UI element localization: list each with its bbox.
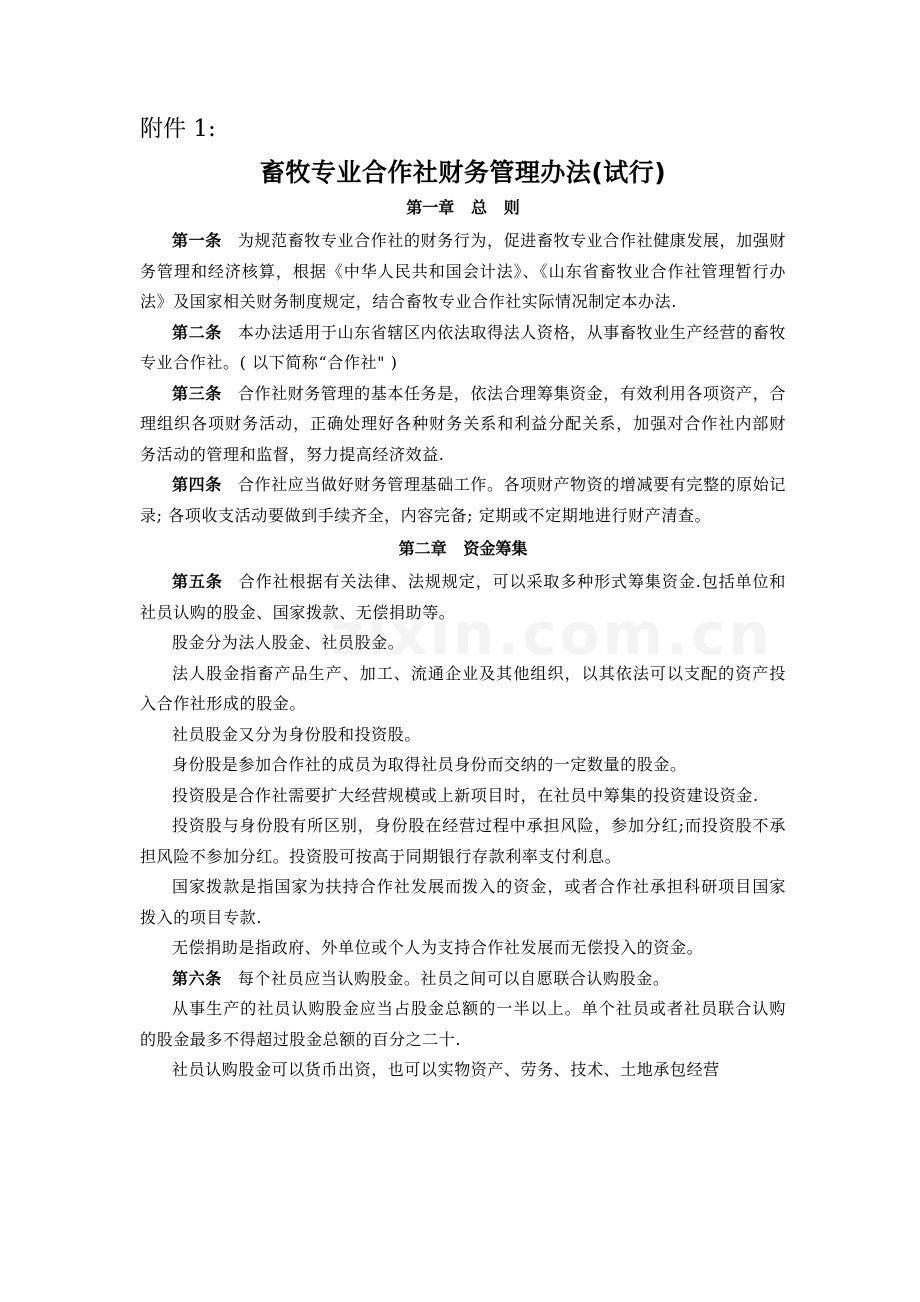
article-4 bbox=[140, 470, 786, 531]
paragraph: 无偿捐助是指政府、外单位或个人为支持合作社发展而无偿投入的资金。 bbox=[172, 938, 704, 957]
document-page bbox=[140, 112, 786, 1086]
article-1 bbox=[140, 226, 786, 318]
article-5 bbox=[140, 567, 786, 628]
document-title: 畜牧专业合作社财务管理办法(试行) bbox=[259, 158, 667, 187]
article-text: 为规范畜牧专业合作社的财务行为，促进畜牧专业合作社健康发展，加强财务管理和经济核算，根据《中华人民共和国会计法》、《山东省畜牧业合作社管理暂行办法》及国家相关财务制度规定，结合畜牧专业合作社实际情况制定本办法. bbox=[140, 231, 786, 311]
chapter-2-heading: 第二章 资金筹集 bbox=[398, 539, 528, 558]
paragraph: 身份股是参加合作社的成员为取得社员身份而交纳的一定数量的股金。 bbox=[172, 755, 687, 774]
attachment-label: 附件 1: bbox=[140, 116, 216, 142]
paragraph: 投资股与身份股有所区别，身份股在经营过程中承担风险，参加分红;而投资股不承担风险不参加分红。投资股可按高于同期银行存款利率支付利息。 bbox=[140, 816, 786, 866]
chapter-1-heading: 第一章 总 则 bbox=[406, 198, 520, 217]
paragraph: 从事生产的社员认购股金应当占股金总额的一半以上。单个社员或者社员联合认购的股金最多不得超过股金总额的百分之二十. bbox=[140, 999, 786, 1049]
article-text: 合作社财务管理的基本任务是，依法合理筹集资金，有效利用各项资产，合理组织各项财务活动，正确处理好各种财务关系和利益分配关系，加强对合作社内部财务活动的管理和监督，努力提高经济效益. bbox=[140, 383, 786, 464]
article-text: 合作社应当做好财务管理基础工作。各项财产物资的增减要有完整的原始记录; 各项收支活动要做到手续齐全，内容完备; 定期或不定期地进行财产清查。 bbox=[140, 475, 786, 525]
article-label: 第四条 bbox=[172, 475, 222, 494]
paragraph: 股金分为法人股金、社员股金。 bbox=[172, 633, 405, 652]
article-label: 第二条 bbox=[172, 322, 222, 342]
paragraph: 社员认购股金可以货币出资，也可以实物资产、劳务、技术、土地承包经营 bbox=[172, 1060, 720, 1079]
article-label: 第一条 bbox=[172, 231, 222, 250]
article-text: 合作社根据有关法律、法规规定，可以采取多种形式筹集资金.包括单位和社员认购的股金、国家拨款、无偿捐助等。 bbox=[140, 572, 786, 622]
paragraph: 投资股是合作社需要扩大经营规模或上新项目时，在社员中筹集的投资建设资金. bbox=[172, 785, 759, 805]
article-label: 第三条 bbox=[172, 383, 222, 403]
paragraph: 国家拨款是指国家为扶持合作社发展而拨入的资金，或者合作社承担科研项目国家拨入的项目专款. bbox=[140, 877, 786, 927]
article-text: 本办法适用于山东省辖区内依法取得法人资格，从事畜牧业生产经营的畜牧专业合作社。( 以下简称“合作社" ) bbox=[140, 322, 786, 372]
article-label: 第六条 bbox=[172, 968, 222, 988]
paragraph: 法人股金指畜产品生产、加工、流通企业及其他组织，以其依法可以支配的资产投入合作社形成的股金。 bbox=[140, 663, 786, 713]
article-label: 第五条 bbox=[172, 572, 223, 591]
article-text: 每个社员应当认购股金。社员之间可以自愿联合认购股金。 bbox=[237, 968, 670, 988]
paragraph: 社员股金又分为身份股和投资股。 bbox=[172, 724, 422, 744]
article-3 bbox=[140, 379, 786, 471]
article-6 bbox=[140, 964, 786, 995]
article-2 bbox=[140, 318, 786, 379]
